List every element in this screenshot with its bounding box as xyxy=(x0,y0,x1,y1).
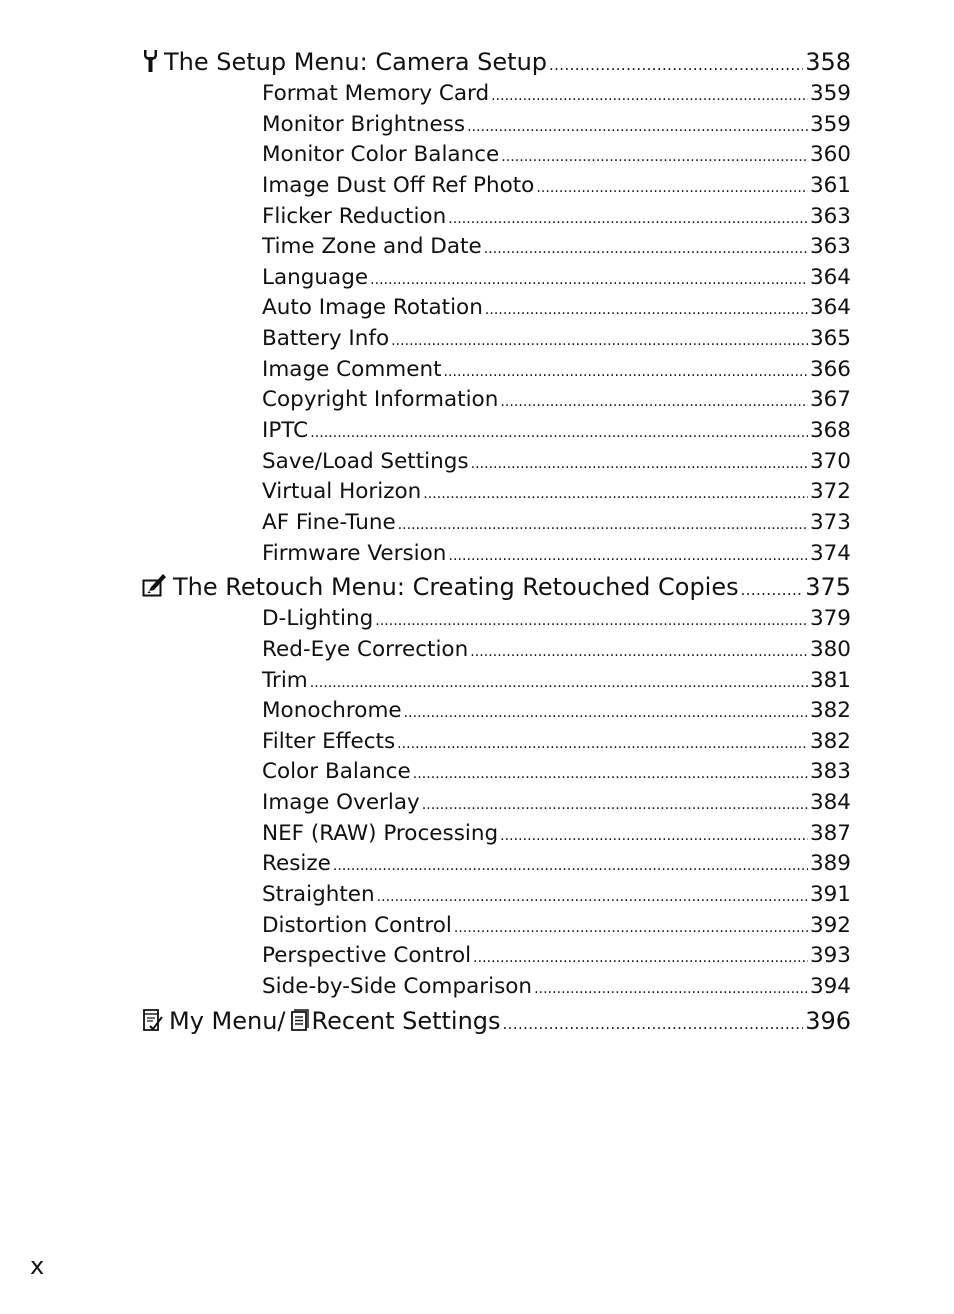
toc-section-retouch-menu[interactable] xyxy=(142,570,851,604)
toc-entry[interactable] xyxy=(142,293,851,324)
page-number: 367 xyxy=(809,387,851,413)
toc-entry[interactable] xyxy=(142,79,851,110)
page-number: 368 xyxy=(809,418,851,444)
toc-entry[interactable] xyxy=(142,604,851,635)
toc-entry[interactable] xyxy=(142,447,851,478)
entry-title: Color Balance xyxy=(262,759,411,785)
entry-title: Trim xyxy=(262,667,308,693)
page-number: 358 xyxy=(805,48,851,76)
page-number: 379 xyxy=(809,606,851,632)
entry-title: Monitor Brightness xyxy=(262,111,466,137)
section-title: The Setup Menu: Camera Setup xyxy=(142,45,547,79)
page-number: 394 xyxy=(809,973,851,999)
leader-dots xyxy=(473,941,808,974)
toc-entry[interactable] xyxy=(142,140,851,171)
entry-title: Time Zone and Date xyxy=(262,234,482,260)
toc-entry[interactable] xyxy=(142,355,851,386)
leader-dots xyxy=(503,1004,804,1041)
toc-entry[interactable] xyxy=(142,635,851,666)
leader-dots xyxy=(454,911,808,944)
toc-entry[interactable] xyxy=(142,416,851,447)
retouch-menu-items xyxy=(142,604,851,1002)
page-number: 382 xyxy=(809,698,851,724)
toc-entry[interactable] xyxy=(142,202,851,233)
page-number: 374 xyxy=(809,540,851,566)
leader-dots xyxy=(333,849,808,882)
page-number: 382 xyxy=(809,728,851,754)
page-number: 380 xyxy=(809,636,851,662)
leader-dots xyxy=(375,604,808,637)
wrench-icon xyxy=(142,49,159,73)
page-number: 389 xyxy=(809,851,851,877)
toc-entry[interactable] xyxy=(142,788,851,819)
toc-entry[interactable] xyxy=(142,727,851,758)
section-title: My Menu/ Recent Settings xyxy=(142,1004,501,1041)
leader-dots xyxy=(491,79,808,112)
entry-title: Perspective Control xyxy=(262,943,472,969)
leader-dots xyxy=(413,757,808,790)
page-folio: x xyxy=(30,1252,45,1280)
leader-dots xyxy=(422,788,808,821)
entry-title: Resize xyxy=(262,851,331,877)
leader-dots xyxy=(310,666,808,699)
leader-dots xyxy=(484,232,808,265)
page-number: 391 xyxy=(809,882,851,908)
toc-entry[interactable] xyxy=(142,880,851,911)
page-number: 364 xyxy=(809,264,851,290)
toc-section-my-menu[interactable] xyxy=(142,1004,851,1038)
recent-settings-icon xyxy=(288,1007,310,1041)
toc-entry[interactable] xyxy=(142,941,851,972)
toc-entry[interactable] xyxy=(142,757,851,788)
page-number: 384 xyxy=(809,790,851,816)
toc-entry[interactable] xyxy=(142,911,851,942)
entry-title: Firmware Version xyxy=(262,540,447,566)
page-number: 366 xyxy=(809,356,851,382)
leader-dots xyxy=(500,819,808,852)
toc-entry[interactable] xyxy=(142,666,851,697)
leader-dots xyxy=(485,293,808,326)
leader-dots xyxy=(536,171,808,204)
leader-dots xyxy=(397,727,808,760)
page-number: 396 xyxy=(805,1006,851,1035)
entry-title: Language xyxy=(262,264,369,290)
toc-section-setup-menu[interactable] xyxy=(142,45,851,79)
page-number: 383 xyxy=(809,759,851,785)
entry-title: Image Comment xyxy=(262,356,442,382)
toc-entry[interactable] xyxy=(142,477,851,508)
toc-entry[interactable] xyxy=(142,232,851,263)
page-number: 370 xyxy=(809,448,851,474)
leader-dots xyxy=(501,140,808,173)
leader-dots xyxy=(398,508,808,541)
entry-title: Virtual Horizon xyxy=(262,479,422,505)
leader-dots xyxy=(448,539,808,572)
retouch-brush-icon xyxy=(142,572,168,598)
page-number: 360 xyxy=(809,142,851,168)
toc-entry[interactable] xyxy=(142,696,851,727)
setup-menu-items xyxy=(142,79,851,569)
toc-entry[interactable] xyxy=(142,972,851,1003)
entry-title: Distortion Control xyxy=(262,912,452,938)
leader-dots xyxy=(423,477,808,510)
entry-title: Monitor Color Balance xyxy=(262,142,500,168)
toc-entry[interactable] xyxy=(142,819,851,850)
leader-dots xyxy=(444,355,808,388)
toc-entry[interactable] xyxy=(142,110,851,141)
entry-title: D-Lighting xyxy=(262,606,374,632)
entry-title: AF Fine-Tune xyxy=(262,509,396,535)
toc-entry[interactable] xyxy=(142,263,851,294)
page-number: 364 xyxy=(809,295,851,321)
entry-title: Format Memory Card xyxy=(262,81,490,106)
entry-title: Monochrome xyxy=(262,698,402,724)
entry-title: Battery Info xyxy=(262,326,390,352)
entry-title: Straighten xyxy=(262,882,375,908)
page-number: 361 xyxy=(809,172,851,198)
entry-title: Image Dust Off Ref Photo xyxy=(262,172,535,198)
toc-entry[interactable] xyxy=(142,539,851,570)
leader-dots xyxy=(448,202,808,235)
toc-entry[interactable] xyxy=(142,324,851,355)
entry-title: Flicker Reduction xyxy=(262,203,447,229)
entry-title: Copyright Information xyxy=(262,387,499,413)
page-number: 373 xyxy=(809,509,851,535)
leader-dots xyxy=(310,416,808,449)
page-number: 375 xyxy=(805,573,851,602)
leader-dots xyxy=(467,110,808,143)
entry-title: NEF (RAW) Processing xyxy=(262,820,499,846)
page-number: 363 xyxy=(809,203,851,229)
leader-dots xyxy=(500,385,808,418)
page-number: 393 xyxy=(809,943,851,969)
entry-title: Side-by-Side Comparison xyxy=(262,973,533,999)
page-number: 363 xyxy=(809,234,851,260)
table-of-contents xyxy=(142,45,851,1038)
leader-dots xyxy=(534,972,808,1005)
leader-dots xyxy=(404,696,808,729)
page-number: 392 xyxy=(809,912,851,938)
page-number: 372 xyxy=(809,479,851,505)
page-number: 381 xyxy=(809,667,851,693)
leader-dots xyxy=(391,324,808,357)
leader-dots xyxy=(470,635,808,668)
entry-title: IPTC xyxy=(262,418,309,444)
page-number: 359 xyxy=(809,81,851,106)
toc-entry[interactable] xyxy=(142,508,851,539)
section-title: The Retouch Menu: Creating Retouched Copies xyxy=(142,570,739,604)
leader-dots xyxy=(377,880,808,913)
toc-entry[interactable] xyxy=(142,385,851,416)
toc-entry[interactable] xyxy=(142,171,851,202)
entry-title: Image Overlay xyxy=(262,790,420,816)
entry-title: Auto Image Rotation xyxy=(262,295,483,321)
leader-dots xyxy=(741,570,804,607)
my-menu-icon xyxy=(142,1008,164,1032)
leader-dots xyxy=(370,263,808,296)
leader-dots xyxy=(549,45,803,82)
page-number: 365 xyxy=(809,326,851,352)
entry-title: Save/Load Settings xyxy=(262,448,469,474)
entry-title: Red-Eye Correction xyxy=(262,636,469,662)
toc-entry[interactable] xyxy=(142,849,851,880)
leader-dots xyxy=(471,447,808,480)
page-number: 387 xyxy=(809,820,851,846)
entry-title: Filter Effects xyxy=(262,728,396,754)
page-number: 359 xyxy=(809,111,851,137)
